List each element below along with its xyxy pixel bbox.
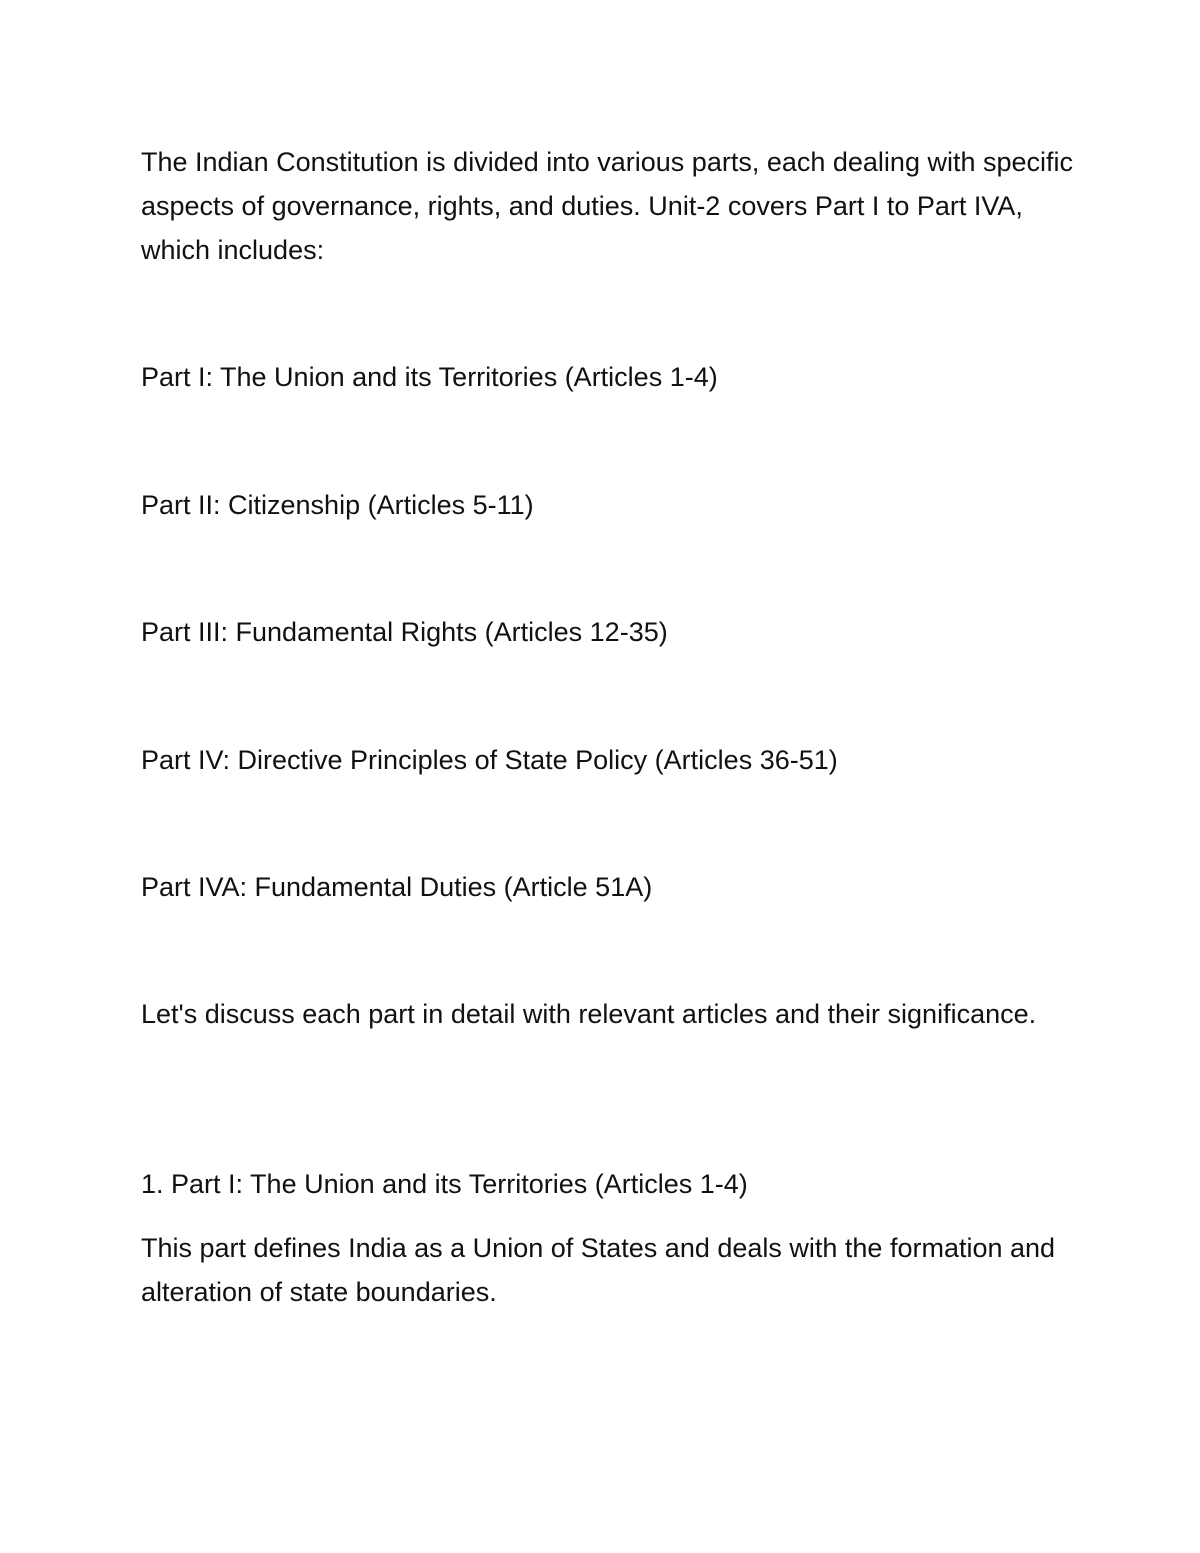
discussion-intro-paragraph: Let's discuss each part in detail with relevant articles and their significance. <box>141 999 1037 1029</box>
part-iv-item: Part IV: Directive Principles of State Policy (Articles 36-51) <box>141 745 838 775</box>
part-iii-item: Part III: Fundamental Rights (Articles 12-35) <box>141 617 668 647</box>
part-iva-item: Part IVA: Fundamental Duties (Article 51A) <box>141 872 653 902</box>
part-ii-item: Part II: Citizenship (Articles 5-11) <box>141 490 534 520</box>
part-i-item: Part I: The Union and its Territories (Articles 1-4) <box>141 362 718 392</box>
section-1-heading: 1. Part I: The Union and its Territories (Articles 1-4) <box>141 1169 748 1199</box>
intro-paragraph: The Indian Constitution is divided into various parts, each dealing with specific aspects of governance, rights, and duties. Unit-2 covers Part I to Part IVA, which includes: <box>141 147 1074 265</box>
section-1-body: This part defines India as a Union of States and deals with the formation and alteration of state boundaries. <box>141 1233 1056 1307</box>
